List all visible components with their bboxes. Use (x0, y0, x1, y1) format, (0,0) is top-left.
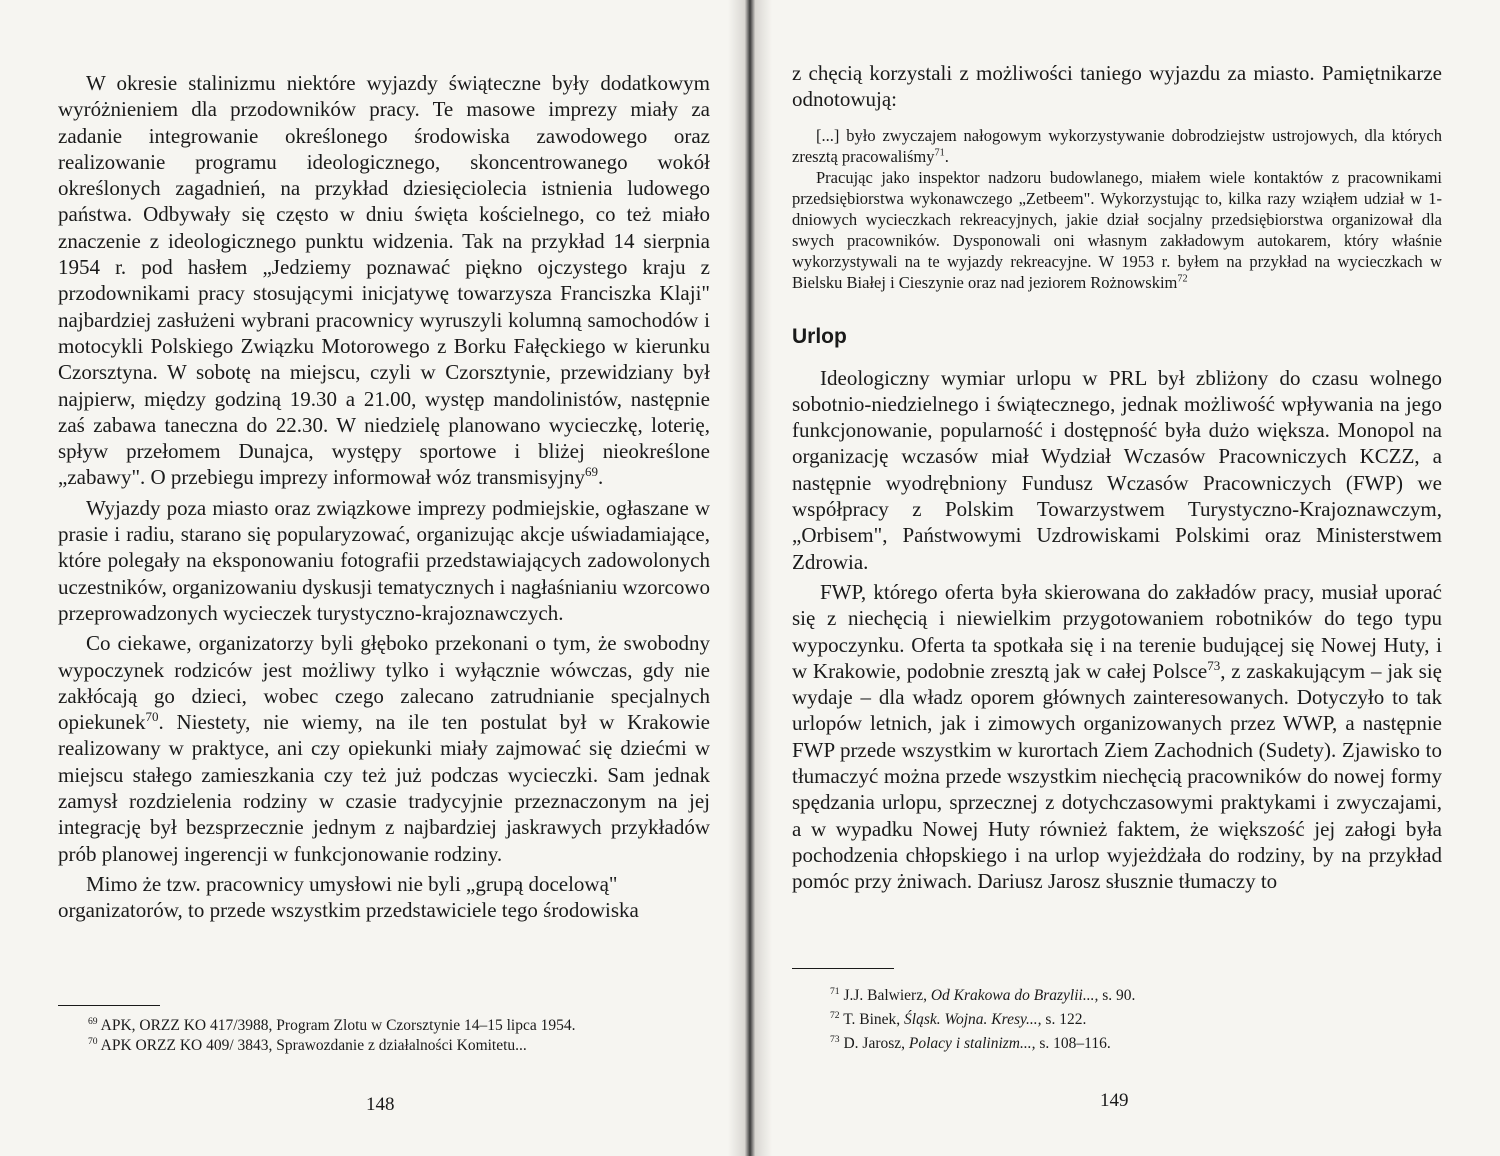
right-paragraph-2 (792, 579, 1442, 895)
footnote-author: D. Jarosz, (843, 1035, 906, 1052)
page-number-right: 149 (1100, 1090, 1129, 1111)
footnote-text: APK, ORZZ KO 417/3988, Program Zlotu w Czorsztynie 14–15 lipca 1954. (100, 1017, 576, 1034)
paragraph-end: . (598, 465, 604, 490)
footnote-pages: s. 122. (1045, 1011, 1087, 1028)
left-paragraph-2: Wyjazdy poza miasto oraz związkowe imprezy podmiejskie, ogłaszane w prasie i radiu, starano się popularyzować, organizując akcje uświadamiające, które polegały na eksponowaniu fotografii przedstawiających zadowolonych uczestników, organizowaniu dyskusji tematycznych i nagłaśnianiu wzorcowo przeprowadzonych wycieczek turystyczno-krajoznawczych. (58, 495, 710, 625)
paragraph-text: FWP, którego oferta była skierowana do zakładów pracy, musiał uporać się z niechęcią i niewielkim przygotowaniem robotników do tego typu wypoczynku. Oferta ta spotkała się i na terenie budującej się Nowej Huty, i w Krakowie, podobnie zresztą jak w całej Polsce (792, 579, 1442, 683)
footnote-title: Polacy i stalinizm..., (908, 1035, 1036, 1052)
quote-text: Pracując jako inspektor nadzoru budowlanego, miałem wiele kontaktów z pracownikami przedsiębiorstwa wykonawczego „Zetbeem". Wykorzystując to, kilka razy wziąłem udział w 1-dniowych wycieczkach rekreacyjnych, jakie dział socjalny przedsiębiorstwa organizował dla swych pracowników. Dysponowali oni własnym zakładowym autokarem, który właśnie wykorzystywali na te wyjazdy rekreacyjne. W 1953 r. byłem na przykład na wycieczkach w Bielsku Białej i Cieszynie oraz nad jeziorem Rożnowskim (792, 167, 1442, 292)
footnote-text: APK ORZZ KO 409/ 3843, Sprawozdanie z działalności Komitetu... (100, 1037, 527, 1054)
footnote-ref: 73 (1207, 657, 1221, 673)
quote-end: . (944, 146, 949, 166)
footnote-rule (58, 1005, 160, 1006)
footnote-71 (830, 986, 1430, 1006)
book-gutter (728, 0, 772, 1156)
paragraph-text-cont: , z zaskakującym – jak się wydaje – dla władz oporem głównych zainteresowanych. Dotyczyło to tak urlopów letnich, jak i zimowych organizowanych przez WWP, a następnie FWP przede wszystkim w kurortach Ziem Zachodnich (Sudety). Zjawisko to tłumaczyć można przede wszystkim niechęcią pracowników do nowej formy spędzania urlopu, sprzecznej z dotychczasowymi praktykami i zwyczajami, a w wypadku Nowej Huty również faktem, że większość jej załogi była pochodzenia chłopskiego i na urlop wyjeżdżała do rodziny, by na przykład pomóc przy żniwach. Dariusz Jarosz słusznie tłumaczy to (792, 658, 1443, 894)
left-paragraph-3 (58, 630, 710, 867)
footnote-author: J.J. Balwierz, (843, 987, 927, 1004)
left-paragraph-4: Mimo że tzw. pracownicy umysłowi nie byli „grupą docelową" organizatorów, to przede wszystkim przedstawiciele tego środowiska (58, 871, 639, 923)
left-paragraph-1 (58, 70, 710, 491)
paragraph-text: Co ciekawe, organizatorzy byli głęboko przekonani o tym, że swobodny wypoczynek rodziców jest możliwy tylko i wyłącznie wówczas, gdy nie zakłócają go dzieci, wobec czego zalecano zatrudnianie specjalnych opiekunek (58, 631, 710, 735)
footnote-70 (88, 1036, 708, 1056)
left-text-column (58, 70, 710, 924)
footnote-rule (792, 968, 894, 969)
footnote-number: 73 (830, 1033, 840, 1045)
right-page (752, 0, 1500, 1156)
footnote-number: 72 (830, 1009, 840, 1021)
footnote-ref: 71 (934, 147, 945, 159)
footnote-title: Śląsk. Wojna. Kresy..., (904, 1011, 1042, 1028)
right-text-column (792, 60, 1442, 895)
footnote-72 (830, 1010, 1430, 1030)
paragraph-text: W okresie stalinizmu niektóre wyjazdy świąteczne były dodatkowym wyróżnieniem dla przodowników pracy. Te masowe imprezy miały za zadanie integrowanie określonego środowiska zawodowego oraz realizowanie programu ideologicznego, skoncentrowanego wokół określonych zagadnień, na przykład dziesięciolecia istnienia ludowego państwa. Odbywały się często w dniu święta kościelnego, co też miało znaczenie z ideologicznego punktu widzenia. Tak na przykład 14 sierpnia 1954 r. pod hasłem „Jedziemy poznawać piękno ojczystego kraju z przodownikami pracy stosującymi inicjatywę towarzysza Franciszka Klaji" najbardziej zasłużeni wybrani pracownicy wyruszyli kolumną samochodów i motocykli Polskiego Związku Motorowego z Borku Fałęckiego w kierunku Czorsztyna. W sobotę na miejscu, czyli w Czorsztynie, przewidziany był najpierw, między godziną 19.30 a 21.00, występ mandolinistów, następnie zaś zabawa taneczna do 22.30. W niedzielę planowano wycieczkę, loterię, spływ przełomem Dunajca, występy sportowe i bliżej nieokreślone „zabawy". O przebiegu imprezy informował wóz transmisyjny (58, 71, 710, 490)
quote-1 (792, 125, 1442, 167)
footnote-number: 69 (88, 1015, 98, 1027)
left-page (0, 0, 748, 1156)
footnote-pages: s. 108–116. (1039, 1035, 1111, 1052)
footnote-ref: 70 (145, 709, 159, 725)
right-intro: z chęcią korzystali z możliwości taniego wyjazdu za miasto. Pamiętnikarze odnotowują: (792, 61, 1442, 112)
quote-2 (792, 167, 1442, 293)
paragraph-text-cont: . Niestety, nie wiemy, na ile ten postulat był w Krakowie realizowany w praktyce, ani czy opiekunki miały zajmować się dziećmi w miejscu stałego zamieszkania czy też już podczas wycieczki. Sam jednak zamysł rozdzielenia rodziny w czasie tradycyjnie przeznaczonym na jej integrację był bezsprzecznie jednym z najbardziej jaskrawych przykładów prób planowej ingerencji w funkcjonowanie rodziny. (58, 710, 710, 866)
footnote-number: 70 (88, 1035, 98, 1047)
footnote-ref: 69 (585, 464, 599, 480)
section-heading: Urlop (792, 324, 847, 348)
footnote-69 (88, 1016, 708, 1036)
footnote-ref: 72 (1177, 273, 1188, 285)
footnote-pages: s. 90. (1102, 987, 1136, 1004)
quote-text: [...] było zwyczajem nałogowym wykorzystywanie dobrodziejstw ustrojowych, dla których zresztą pracowaliśmy (792, 125, 1442, 166)
footnote-title: Od Krakowa do Brazylii..., (930, 987, 1099, 1004)
left-footnotes (88, 1016, 708, 1056)
quotation-block (792, 125, 1442, 293)
footnote-number: 71 (830, 985, 840, 997)
footnote-73 (830, 1034, 1430, 1054)
footnote-author: T. Binek, (843, 1011, 901, 1028)
page-number-left: 148 (366, 1094, 395, 1115)
right-paragraph-1: Ideologiczny wymiar urlopu w PRL był zbliżony do czasu wolnego sobotnio-niedzielnego i świątecznego, jednak możliwość wpływania na jego funkcjonowanie, popularność i dostępność była dużo większa. Monopol na organizację wczasów miał Wydział Wczasów Pracowniczych KCZZ, a następnie wyodrębniony Fundusz Wczasów Pracowniczych (FWP) we współpracy z Polskim Towarzystwem Turystyczno-Krajoznawczym, „Orbisem", Państwowymi Uzdrowiskami Polskimi oraz Ministerstwem Zdrowia. (792, 365, 1442, 574)
right-footnotes (830, 986, 1430, 1054)
